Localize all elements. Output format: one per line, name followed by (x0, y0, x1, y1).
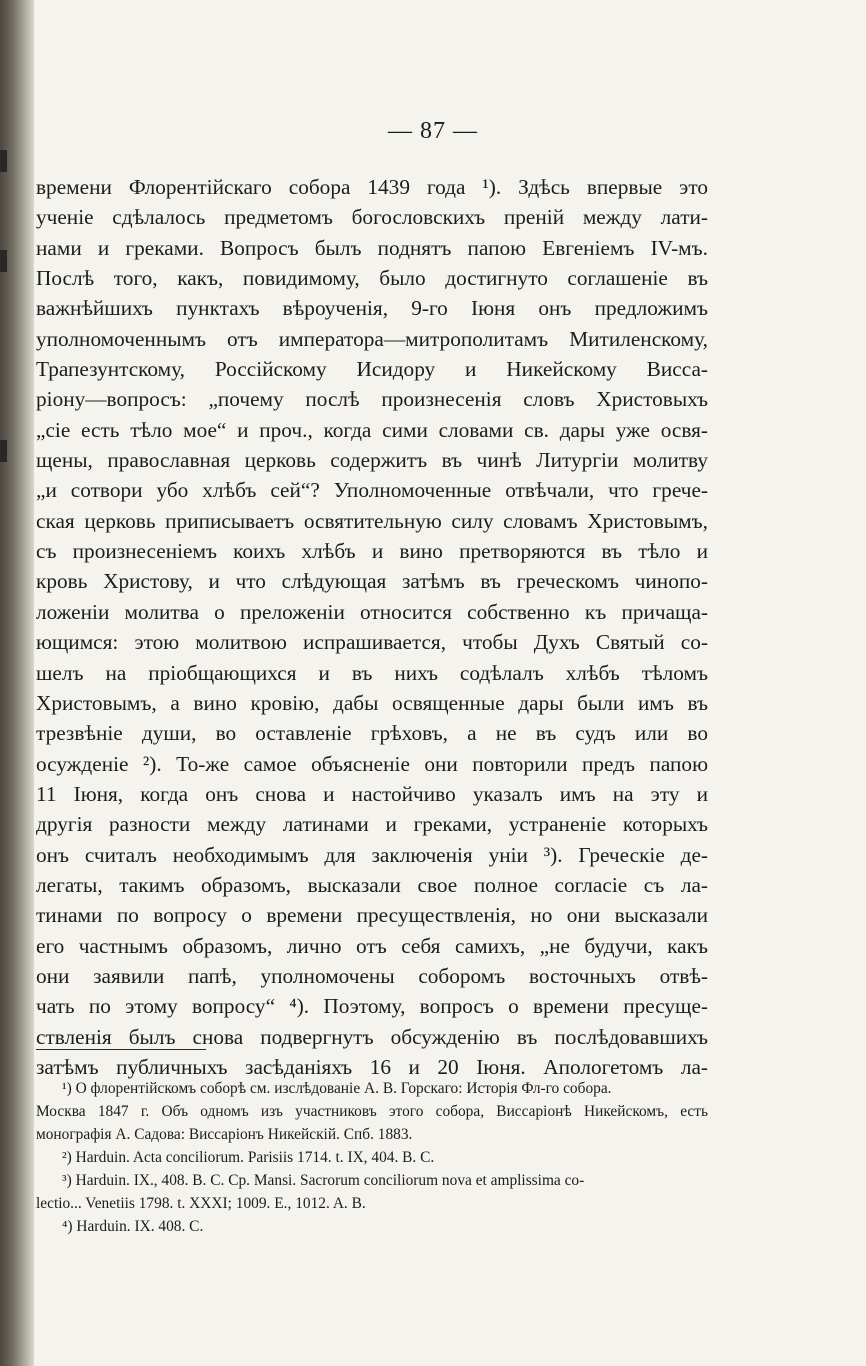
text-line: времени Флорентійскаго собора 1439 года ¹). Здѣсь впервые это (36, 175, 708, 199)
text-line: шелъ на пріобщающихся и въ нихъ содѣлалъ хлѣбъ тѣломъ (36, 660, 708, 685)
text-line: 11 Іюня, когда онъ снова и настойчиво указалъ имъ на эту и (36, 781, 708, 806)
footnote-1-cont: Москва 1847 г. Объ одномъ изъ участниковъ этого собора, Виссаріонѣ Никейскомъ, есть (36, 1103, 708, 1120)
footnotes (36, 1077, 708, 1238)
text-line: ющимся: этою молитвою испрашивается, чтобы Духъ Святый со- (36, 630, 708, 655)
text-line: щены, православная церковь содержитъ въ чинѣ Литургіи молитву (36, 448, 708, 473)
text-line: Христовымъ, а вино кровію, дабы освященные дары были имъ въ (36, 690, 708, 715)
gutter-mark (0, 250, 7, 272)
text-line: Трапезунтскому, Россійскому Исидору и Никейскому Висса- (36, 357, 708, 382)
text-line: уполномоченнымъ отъ императора—митрополитамъ Митиленскому, (36, 326, 708, 351)
page-gutter-shadow (0, 0, 34, 1366)
text-line: съ произнесеніемъ коихъ хлѣбъ и вино претворяются въ тѣло и (36, 539, 708, 564)
text-line: ріону—вопросъ: „почему послѣ произнесенія словъ Христовыхъ (36, 387, 708, 412)
footnote-4: ⁴) Harduin. IX. 408. C. (62, 1218, 204, 1235)
text-line: ученіе сдѣлалось предметомъ богословскихъ преній между лати- (36, 205, 708, 230)
text-line: Послѣ того, какъ, повидимому, было достигнуто соглашеніе въ (36, 266, 708, 291)
text-line: „сіе есть тѣло мое“ и проч., когда сими словами св. дары уже освя- (36, 417, 708, 442)
footnote-3: ³) Harduin. IX., 408. B. C. Cp. Mansi. Sacrorum conciliorum nova et amplissima co- (62, 1172, 585, 1189)
text-line: осужденіе ²). То-же самое объясненіе они повторили предъ папою (36, 751, 708, 776)
text-line: другія разности между латинами и греками, устраненіе которыхъ (36, 812, 708, 837)
footnote-3-cont: lectio... Venetiis 1798. t. XXXI; 1009. E., 1012. A. B. (36, 1195, 366, 1212)
text-line: нами и греками. Вопросъ былъ поднятъ папою Евгеніемъ IV-мъ. (36, 235, 708, 260)
text-line: тинами по вопросу о времени пресуществленія, но они высказали (36, 903, 708, 928)
footnote-separator (36, 1049, 206, 1050)
text-line: чать по этому вопросу“ ⁴). Поэтому, вопросъ о времени пресуще- (36, 994, 708, 1019)
text-line: ложеніи молитва о преложеніи относится собственно къ причаща- (36, 599, 708, 624)
page-number: — 87 — (388, 118, 478, 144)
main-text (36, 172, 708, 1082)
text-line: ская церковь приписываетъ освятительную силу словамъ Христовымъ, (36, 508, 708, 533)
gutter-mark (0, 150, 7, 172)
text-line: трезвѣніе души, во оставленіе грѣховъ, а не въ судъ или во (36, 721, 708, 746)
gutter-mark (0, 440, 7, 462)
text-line: легаты, такимъ образомъ, высказали свое полное согласіе съ ла- (36, 872, 708, 897)
text-line: ствленія былъ снова подвергнутъ обсужденію въ послѣдовавшихъ (36, 1024, 708, 1049)
text-line: кровь Христову, и что слѣдующая затѣмъ въ греческомъ чинопо- (36, 569, 708, 594)
text-line: затѣмъ публичныхъ засѣданіяхъ 16 и 20 Іюня. Апологетомъ ла- (36, 1054, 708, 1079)
text-line: они заявили папѣ, уполномочены соборомъ восточныхъ отвѣ- (36, 963, 708, 988)
text-line: важнѣйшихъ пунктахъ вѣроученія, 9-го Іюня онъ предложимъ (36, 296, 708, 321)
text-line: онъ считалъ необходимымъ для заключенія уніи ³). Греческіе де- (36, 842, 708, 867)
text-line: „и сотвори убо хлѣбъ сей“? Уполномоченные отвѣчали, что грече- (36, 478, 708, 503)
text-line: его частнымъ образомъ, лично отъ себя самихъ, „не будучи, какъ (36, 933, 708, 958)
footnote-1-cont: монографія А. Садова: Виссаріонъ Никейскій. Спб. 1883. (36, 1126, 413, 1143)
footnote-1: ¹) О флорентійскомъ соборѣ см. изслѣдованіе А. В. Горскаго: Исторія Фл-го собора. (62, 1080, 612, 1097)
footnote-2: ²) Harduin. Acta conciliorum. Parisiis 1714. t. IX, 404. B. C. (62, 1149, 435, 1166)
